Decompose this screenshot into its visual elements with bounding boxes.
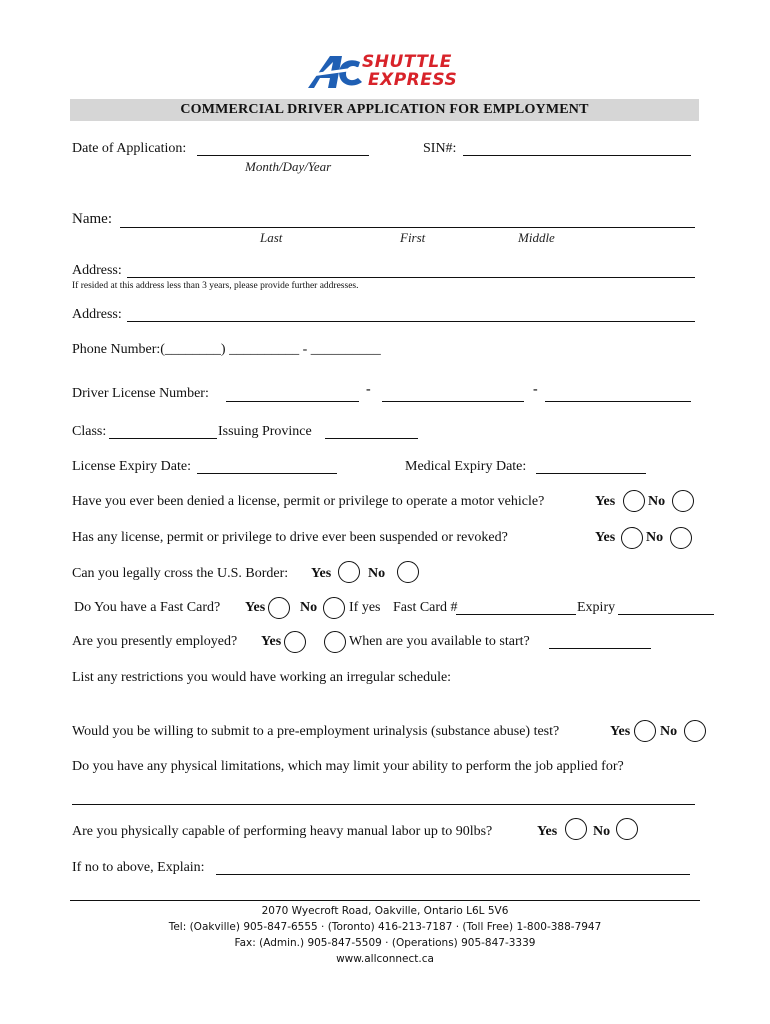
explain-field[interactable]: [216, 874, 690, 875]
footer-web[interactable]: www.allconnect.ca: [336, 953, 434, 965]
q4-fast-card-label: Fast Card #: [393, 600, 458, 615]
date-field[interactable]: [197, 155, 369, 156]
province-field[interactable]: [325, 438, 418, 439]
date-hint: Month/Day/Year: [245, 159, 332, 174]
address-note: If resided at this address less than 3 years, please provide further addresses.: [72, 281, 359, 291]
q1-yes-label: Yes: [595, 494, 616, 509]
form-title: COMMERCIAL DRIVER APPLICATION FOR EMPLOYMENT: [70, 99, 699, 121]
license-dash-1: -: [366, 382, 371, 397]
license-expiry-field[interactable]: [197, 473, 337, 474]
q7-yes-label: Yes: [610, 724, 631, 739]
q3-no-label: No: [368, 566, 386, 581]
q4-expiry-label: Expiry: [577, 600, 616, 615]
q5-no-radio[interactable]: [324, 631, 346, 653]
q4-yes-radio[interactable]: [268, 597, 290, 619]
footer: [70, 903, 700, 967]
license-field-2[interactable]: [382, 401, 524, 402]
province-label: Issuing Province: [218, 424, 312, 439]
q2-no-label: No: [646, 530, 664, 545]
fast-card-number-field[interactable]: [456, 614, 576, 615]
question-fast-card: Do You have a Fast Card?: [74, 600, 221, 615]
explain-label: If no to above, Explain:: [72, 860, 205, 875]
q7-no-label: No: [660, 724, 678, 739]
question-restrictions: List any restrictions you would have working an irregular schedule:: [72, 670, 452, 685]
fast-card-expiry-field[interactable]: [618, 614, 714, 615]
q7-yes-radio[interactable]: [634, 720, 656, 742]
address2-field[interactable]: [127, 321, 695, 322]
q5-yes-label: Yes: [261, 634, 282, 649]
q1-no-radio[interactable]: [672, 490, 694, 512]
class-field[interactable]: [109, 438, 217, 439]
q7-no-radio[interactable]: [684, 720, 706, 742]
question-physical-limitations: Do you have any physical limitations, which may limit your ability to perform the job applied for?: [72, 759, 624, 774]
footer-tel: Tel: (Oakville) 905-847-6555 · (Toronto) 416-213-7187 · (Toll Free) 1-800-388-7947: [168, 921, 602, 933]
question-suspended-license: Has any license, permit or privilege to drive ever been suspended or revoked?: [72, 530, 508, 545]
name-hint-middle: Middle: [518, 230, 555, 245]
q5-yes-radio[interactable]: [284, 631, 306, 653]
name-field[interactable]: [120, 227, 695, 228]
medical-expiry-label: Medical Expiry Date:: [405, 459, 527, 474]
q9-no-radio[interactable]: [616, 818, 638, 840]
q3-no-radio[interactable]: [397, 561, 419, 583]
logo-text-line2: EXPRESS: [368, 70, 458, 90]
sin-label: SIN#:: [423, 141, 457, 156]
question-us-border: Can you legally cross the U.S. Border:: [72, 566, 289, 581]
footer-address: 2070 Wyecroft Road, Oakville, Ontario L6L 5V6: [261, 905, 509, 917]
q2-no-radio[interactable]: [670, 527, 692, 549]
company-logo: [300, 52, 470, 92]
q9-yes-radio[interactable]: [565, 818, 587, 840]
question-heavy-labor: Are you physically capable of performing heavy manual labor up to 90lbs?: [72, 824, 493, 839]
footer-divider: [70, 900, 700, 901]
name-label: Name:: [72, 211, 112, 227]
q1-yes-radio[interactable]: [623, 490, 645, 512]
sin-field[interactable]: [463, 155, 691, 156]
q1-no-label: No: [648, 494, 666, 509]
physical-limitations-field[interactable]: [72, 804, 695, 805]
address2-label: Address:: [72, 307, 122, 322]
license-dash-2: -: [533, 382, 538, 397]
date-label: Date of Application:: [72, 141, 187, 156]
license-label: Driver License Number:: [72, 386, 209, 401]
q2-yes-radio[interactable]: [621, 527, 643, 549]
q5-when-available: When are you available to start?: [349, 634, 530, 649]
footer-fax: Fax: (Admin.) 905-847-5509 · (Operations) 905-847-3339: [234, 937, 536, 949]
q4-yes-label: Yes: [245, 600, 266, 615]
license-field-3[interactable]: [545, 401, 691, 402]
q3-yes-radio[interactable]: [338, 561, 360, 583]
start-date-field[interactable]: [549, 648, 651, 649]
phone-field[interactable]: Phone Number:(________) __________ - __________: [72, 342, 381, 357]
class-label: Class:: [72, 424, 107, 439]
q9-no-label: No: [593, 824, 611, 839]
q9-yes-label: Yes: [537, 824, 558, 839]
q3-yes-label: Yes: [311, 566, 332, 581]
license-expiry-label: License Expiry Date:: [72, 459, 191, 474]
q4-if-yes: If yes: [349, 600, 381, 615]
question-employed: Are you presently employed?: [72, 634, 238, 649]
logo-text-line1: SHUTTLE: [362, 52, 452, 72]
address-field[interactable]: [127, 277, 695, 278]
q4-no-radio[interactable]: [323, 597, 345, 619]
question-denied-license: Have you ever been denied a license, permit or privilege to operate a motor vehicle?: [72, 494, 545, 509]
license-field-1[interactable]: [226, 401, 359, 402]
name-hint-first: First: [400, 230, 426, 245]
medical-expiry-field[interactable]: [536, 473, 646, 474]
q2-yes-label: Yes: [595, 530, 616, 545]
address-label: Address:: [72, 263, 122, 278]
question-urinalysis: Would you be willing to submit to a pre-employment urinalysis (substance abuse) test?: [72, 724, 560, 739]
name-hint-last: Last: [260, 230, 283, 245]
q4-no-label: No: [300, 600, 318, 615]
